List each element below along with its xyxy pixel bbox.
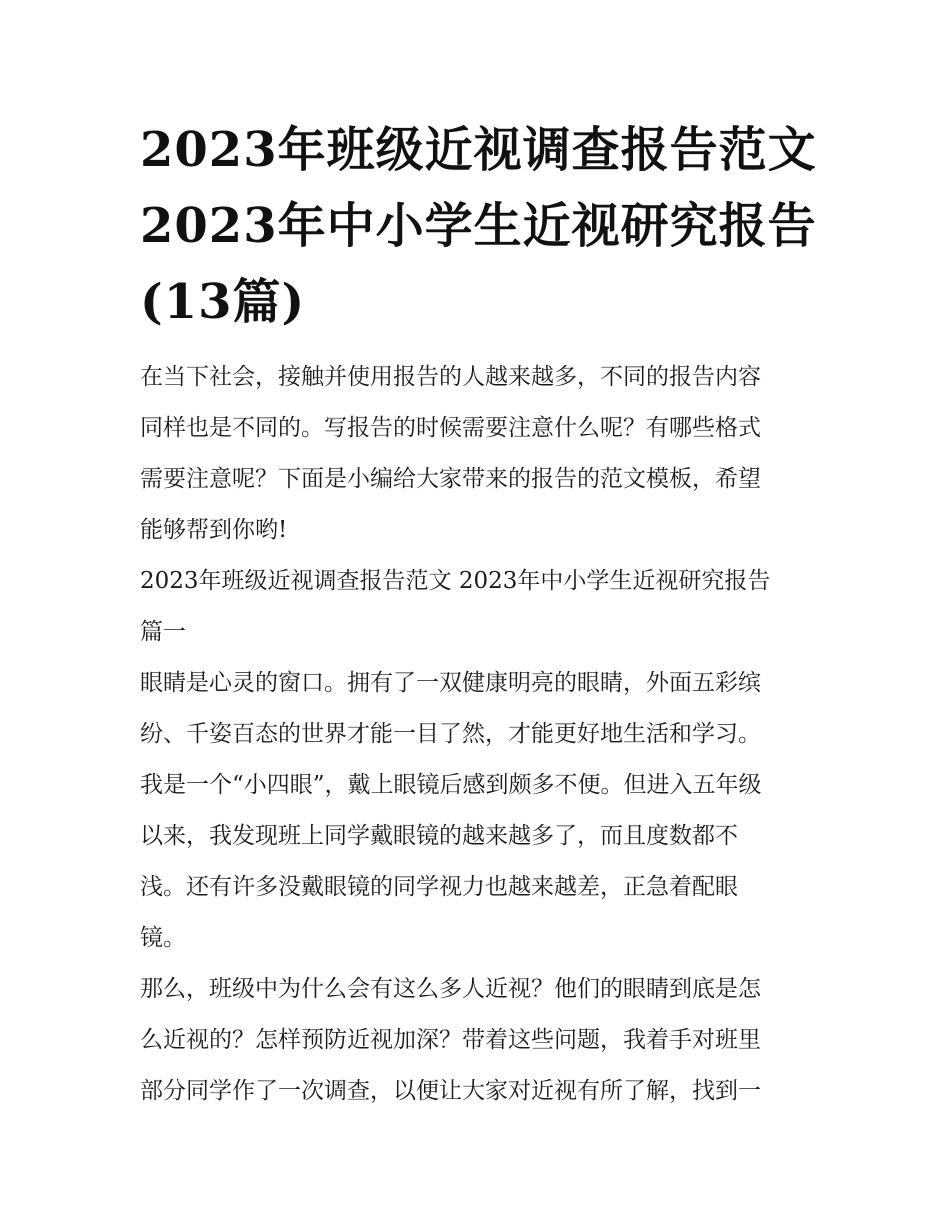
text-line: 以来，我发现班上同学戴眼镜的越来越多了，而且度数都不 <box>140 823 738 849</box>
intro-paragraph <box>140 352 820 556</box>
text-line: 纷、千姿百态的世界才能一目了然，才能更好地生活和学习。 <box>140 721 761 747</box>
body-paragraph-1 <box>140 658 820 964</box>
text-line: 同样也是不同的。写报告的时候需要注意什么呢？有哪些格式 <box>140 415 761 441</box>
text-line: 浅。还有许多没戴眼镜的同学视力也越来越差，正急着配眼 <box>140 874 738 900</box>
document-title <box>140 112 820 340</box>
text-line: 么近视的？怎样预防近视加深？带着这些问题，我着手对班里 <box>140 1027 761 1053</box>
title-line: (13篇) <box>140 274 306 330</box>
text-line: 需要注意呢？下面是小编给大家带来的报告的范文模板，希望 <box>140 466 761 492</box>
text-line: 那么，班级中为什么会有这么多人近视？他们的眼睛到底是怎 <box>140 976 761 1002</box>
text-line: 部分同学作了一次调查，以便让大家对近视有所了解，找到一 <box>140 1078 761 1104</box>
title-line: 2023年中小学生近视研究报告 <box>140 198 817 254</box>
title-line: 2023年班级近视调查报告范文 <box>140 122 817 178</box>
body-paragraph-2 <box>140 964 820 1117</box>
text-line: 能够帮到你哟! <box>140 517 288 543</box>
text-line: 眼睛是心灵的窗口。拥有了一双健康明亮的眼睛，外面五彩缤 <box>140 670 761 696</box>
document-body <box>140 352 820 1117</box>
heading-line: 篇一 <box>140 619 186 645</box>
text-line: 我是一个“小四眼”，戴上眼镜后感到颇多不便。但进入五年级 <box>140 772 762 798</box>
heading-line: 2023年班级近视调查报告范文 2023年中小学生近视研究报告 <box>140 568 771 594</box>
text-line: 镜。 <box>140 925 186 951</box>
text-line: 在当下社会，接触并使用报告的人越来越多，不同的报告内容 <box>140 364 761 390</box>
section-heading <box>140 556 820 658</box>
